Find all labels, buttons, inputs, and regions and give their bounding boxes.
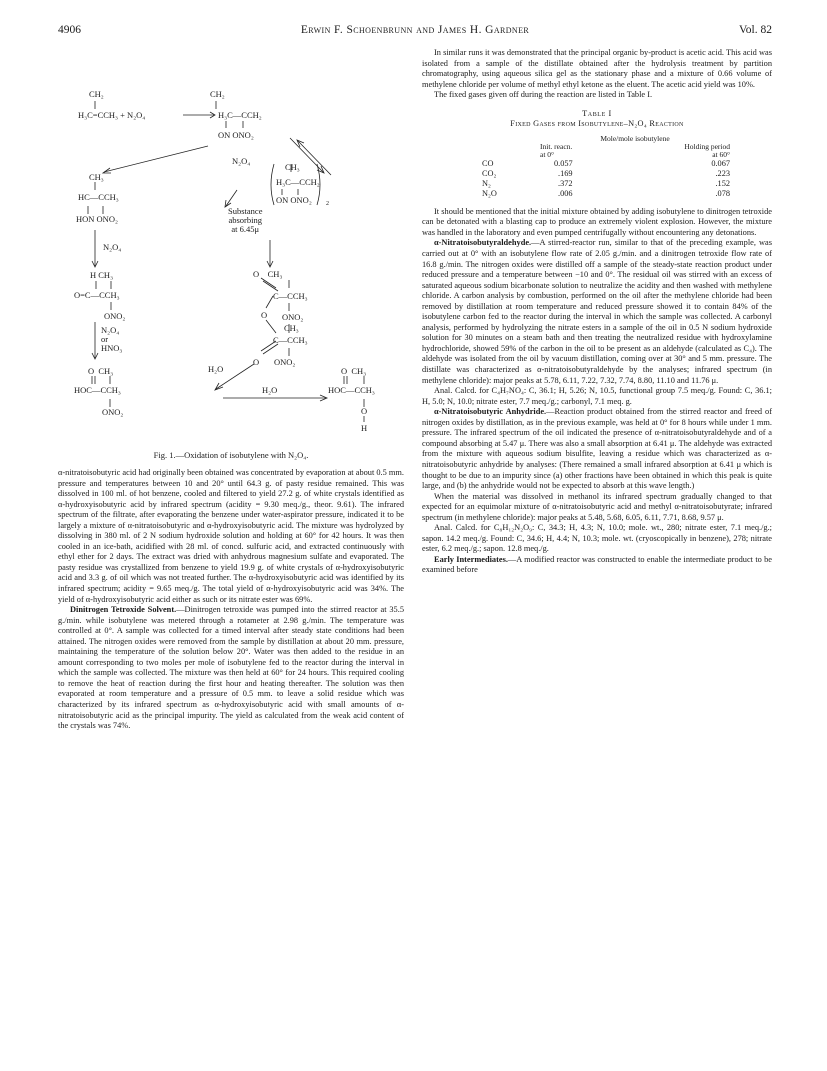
label-n2o4-or-hno3: N₂O₄ or HNO₃ <box>101 325 123 353</box>
paragraph-methanol: When the material was dissolved in methanol its infrared spectrum gradually changed to that expected for an equimolar mixture of α-nitratoisobutyric acid and methyl α-nitratoisobutyrate; infrared spectrum (in methylene chloride): major peaks at 5.48, 5.68, 6.05, 6.11, 7.71, 8.68, 9.57 μ. <box>422 491 772 522</box>
section-heading-early: Early Intermediates. <box>434 554 508 564</box>
table-cell-holding: 0.067 <box>711 158 730 168</box>
label-h-ch3: H CH₃ <box>90 270 114 280</box>
label-hon-ono2: HON ONO₂ <box>76 214 118 224</box>
label-o-link: O <box>261 310 268 320</box>
table-cell-initial: 0.057 <box>554 158 573 168</box>
label-reactant: H₃C=CCH₃ + N₂O₄ <box>78 110 146 120</box>
label-n2o4-a: N₂O₄ <box>232 156 251 166</box>
label-ch3-a: CH₃ <box>89 172 104 182</box>
paragraph-anhydride <box>422 407 772 491</box>
label-bracket-mid: H₃C—CCH₂ <box>276 177 320 187</box>
label-h2o-a: H₂O <box>208 364 224 374</box>
paragraph-dts-body: —Dinitrogen tetroxide was pumped into the stirred reactor at 35.5 g./min. while isobutylene was metered through a rotameter at 2.98 g./min. The temperature was controlled at 0°. A sample was collected for a timed interval after steady state conditions had been attained. The nitrogen oxides were removed from the sample by distillation at about 20 mm. pressure, maintaining the temperature of the solution below 20°. Water was then added to the residue in an amount corresponding to two moles per mole of isobutylene fed to the reactor during the interval in which the sample was collected. The mixture was then held at 60° for 24 hours. This required cooling to remove the heat of reaction during the first hour and heating thereafter. The solution was then evaporated at room temperature and a pressure of 0.5 mm. to leave a solid residue which was characterized by its infrared spectrum as α-hydroxyisobutyric acid with small amounts of α-nitratoisobutyric acid as the principal impurity. The yield as calculated from the weak acid content of the crystals was 74%. <box>58 605 404 731</box>
table-subtitle: Fixed Gases from Isobutylene–N₂O₄ Reaction <box>510 119 684 129</box>
label-bracket-bot: ON ONO₂ <box>276 195 312 205</box>
table-cell-holding: .152 <box>715 178 730 188</box>
figure-caption: Fig. 1.—Oxidation of isobutylene with N₂O₄. <box>153 450 309 460</box>
table-cell-initial: .372 <box>558 178 573 188</box>
label-bracket-sub: 2 <box>326 201 329 207</box>
table-row <box>482 159 730 169</box>
label-o-cccch3: O=C—CCH₃ <box>74 290 120 300</box>
running-authors: Erwin F. Schoenbrunn and James H. Gardner <box>300 24 530 36</box>
label-hoc-cch3-hyd: HOC—CCH₃ <box>328 385 375 395</box>
section-heading-dts: Dinitrogen Tetroxide Solvent. <box>70 605 177 615</box>
reaction-scheme-figure <box>58 82 404 466</box>
table-cell-holding: .223 <box>715 168 730 178</box>
fixed-gases-table <box>482 135 730 199</box>
table-cell-gas: CO₂ <box>482 168 497 178</box>
page-number: 4906 <box>58 24 81 36</box>
label-ch2-right: CH₂ <box>210 89 225 99</box>
label-o-ono2-anh2: O ONO₂ <box>253 357 296 367</box>
table-cell-gas: N₂O <box>482 188 497 198</box>
label-ch2-left: CH₂ <box>89 89 104 99</box>
paragraph-aldehyde <box>422 238 772 386</box>
label-ch3-anh2: CH₃ <box>284 323 299 333</box>
table-cell-holding: .078 <box>715 188 730 198</box>
label-ono2-a: ONO₂ <box>104 311 126 321</box>
volume-label: Vol. 82 <box>738 24 772 36</box>
table-col-holding: Holding period at 60° <box>684 141 730 159</box>
table-cell-gas: N₂ <box>482 178 491 188</box>
label-hc-ccch3: HC—CCH₃ <box>78 192 119 202</box>
label-n2o4-b: N₂O₄ <box>103 242 122 252</box>
label-ono2-anh1: ONO₂ <box>282 312 304 322</box>
paragraph-acetic-acid: In similar runs it was demonstrated that the principal organic by-product is acetic acid. This acid was isolated from a sample of the distillate obtained after the hydrolysis treatment by partition chromatography, using aqueous silica gel as the stationary phase and a mixture of 0.66 volume of methylene chloride per volume of methyl ethyl ketone as the eluent. The acetic acid yield was 10%. <box>422 48 772 89</box>
label-o-hyd: O <box>361 406 368 416</box>
label-hoc-cch3: HOC—CCH₃ <box>74 385 121 395</box>
paragraph-aldehyde-analysis: Anal. Calcd. for C₄H₇NO₄: C, 36.1; H, 5.26; N, 10.5, functional group 7.5 meq./g. Found: C, 36.1; H, 5.0; N, 10.0; nitrate ester, 7.7 meq./g.; carbonyl, 7.1 meq. g. <box>422 386 772 406</box>
label-h-hyd: H <box>361 423 368 433</box>
label-o-ch3-acid: O CH₃ <box>88 366 114 376</box>
table-title: Table I <box>582 108 612 118</box>
paragraph-anhydride-analysis: Anal. Calcd. for C₈H₁₂N₂O₉: C, 34.3; H, 4.3; N, 10.0; mole. wt., 280; nitrate ester, 7.1 meq./g.; sapon. 14.2 meq./g. Found: C, 34.6; H, 4.4; N, 10.3; mole. wt. (cryoscopically in benzene), 278; nitrate ester, 6.2 meq./g.; sapon. 12.8 meq./g. <box>422 523 772 554</box>
paragraph-early-intermediates <box>422 555 772 576</box>
table-cell-initial: .006 <box>558 188 573 198</box>
section-heading-aldehyde: α-Nitratoisobutyraldehyde. <box>434 238 532 248</box>
table-row <box>482 179 730 189</box>
running-header <box>58 24 772 40</box>
right-column <box>422 48 772 576</box>
paragraph-aldehyde-body: —A stirred-reactor run, similar to that of the preceding example, was carried out at 0° with an isobutylene flow rate of 2.05 g./min. and a dinitrogen tetroxide flow rate of 16.8 g./min. The nitrogen oxides were distilled off a sample of the steady-state reaction product under reduced pressure and a temperature between −10 and 0°. The residual oil was stirred with an excess of saturated aqueous sodium bicarbonate solution to neutralize the acidity and then washed with methylene chloride. A carbon analysis by combustion, performed on the oil after the methylene chloride had been removed by distillation at room temperature and reduced pressure showed it to contain 84% of the isobutylene carbon fed to the reactor during the interval in which the sample was collected. A carbonyl analysis, performed by hydrolyzing the nitrate esters in a sample of the oil in 0.5 N sodium hydroxide solution for 30 minutes on a steam bath and then treating the neutralized residue with hydroxylamine hydrochloride, showed 59% of the carbon in the oil to be present as an aldehyde (calculated as C₄). The aldehyde was isolated from the oil by vacuum distillation, coming over at 30° and 5 mm. pressure. The distillate was characterized as α-nitratoisobutyraldehyde by the analyses; infrared spectrum (in methylene chloride): major peaks at 5.78, 6.11, 7.22, 7.32, 7.74, 8.80, 11.10 and 11.76 μ. <box>422 238 772 385</box>
paragraph-early-body: —A modified reactor was constructed to enable the intermediate product to be examined before <box>422 554 772 575</box>
label-ono2-acid: ONO₂ <box>102 407 124 417</box>
label-adduct-top: H₃C—CCH₂ <box>218 110 262 120</box>
table-col-initial: Init. reacn. at 0° <box>540 141 573 159</box>
table-row <box>482 189 730 199</box>
table-row <box>482 169 730 179</box>
label-bracket-top: CH₃ <box>285 162 300 172</box>
paragraph-anhydride-body: —Reaction product obtained from the stirred reactor and freed of nitrogen oxides by distillation, as in the previous example, was held at 0° for 8 hours while under 1 mm. pressure. The infrared spectrum of the oil indicated the presence of α-nitratoisobutyraldehyde and of a compound absorbing at 5.47 μ. There was also a small absorption at 6.41 μ. The aldehyde was extracted from the mixture with aqueous sodium bisulfite, leaving a residue which was characterized as α-nitratoisobutyric anhydride by analyses: (There remained a small infrared absorption at 6.41 μ which is thought to be due to an impurity since (a) other fractions have been obtained in which this peak is quite large, and (b) the anhydride would not be expected to absorb at this wave length.) <box>422 407 772 491</box>
paragraph-dinitrogen-solvent <box>58 605 404 732</box>
label-adduct-bottom: ON ONO₂ <box>218 130 254 140</box>
label-o-anh1: O CH₃ <box>253 269 283 279</box>
label-substance: Substance absorbing at 6.45μ <box>228 206 263 234</box>
label-c-cch3-anh2: C—CCH₃ <box>273 335 308 345</box>
left-column <box>58 468 404 732</box>
label-c-cch3-anh1: C—CCH₃ <box>273 291 308 301</box>
table-cell-gas: CO <box>482 158 494 168</box>
label-h2o-b: H₂O <box>262 385 278 395</box>
table-group-header: Mole/mole isobutylene <box>600 133 670 143</box>
label-o-ch3-hyd: O CH₃ <box>341 366 367 376</box>
section-heading-anhydride: α-Nitratoisobutyric Anhydride. <box>434 407 547 417</box>
paragraph-detonation: It should be mentioned that the initial mixture obtained by adding isobutylene to dinitrogen tetroxide can be detonated with a blasting cap to produce an extremely violent explosion. However, the mixture was handled in the laboratory and even pumped centrifugally without encountering any detonations. <box>422 206 772 237</box>
table-cell-initial: .169 <box>558 168 573 178</box>
paragraph-fixed-gases: The fixed gases given off during the reaction are listed in Table I. <box>434 90 653 100</box>
paragraph-continuation: α-nitratoisobutyric acid had originally been obtained was concentrated by evaporation at about 0.5 mm. pressure and temperatures between 10 and 20° until 64.3 g. of pasty residue remained. This was dissolved in 100 ml. of hot benzene, cooled and filtered to yield 27.2 g. of white crystals identified as α-hydroxyisobutyric acid by infrared spectrum (acidity = 9.30 meq./g., theor. 9.61). The infrared spectrum of the filtrate, after evaporating the benzene under water-aspirator pressure, indicated it to be largely a mixture of α-nitratoisobutyric and α-hydroxyisobutyric acid. The mixture was hydrolyzed by dissolving in 380 ml. of 2 N sodium hydroxide solution and holding at 60° for 42 hours. It was then cooled in an ice-bath, acidified with 28 ml. of concd. sulfuric acid, and extracted continuously with ethyl ether for 2 days. The extract was dried with anhydrous magnesium sulfate and evaporated. The pasty residue was crystallized from benzene to yield 19.9 g. of white crystals of α-hydroxyisobutyric acid and 3.3 g. of oil which was not treated further. The α-hydroxyisobutyric acid was identified by its infrared spectrum; acidity = 9.65 meq./g. The total yield of α-hydroxyisobutyric acid was 34%. The yield of α-hydroxyisobutyric acid either as such or its nitrate ester was 69%. <box>58 468 404 604</box>
